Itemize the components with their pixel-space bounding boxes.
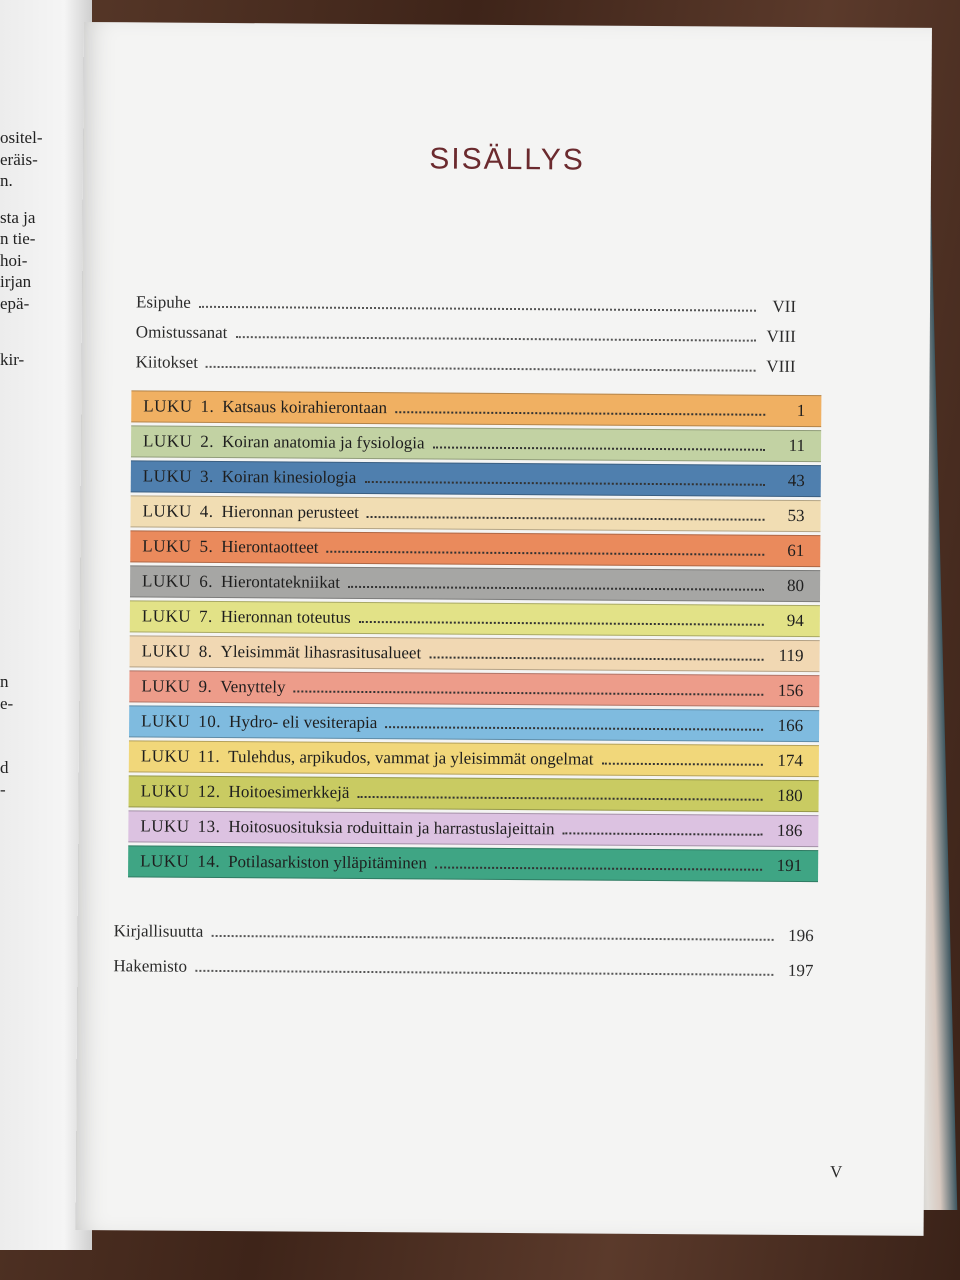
chapter-page: 156 bbox=[777, 680, 804, 701]
chapter-number: 14. bbox=[197, 851, 221, 871]
chapter-prefix: LUKU bbox=[140, 816, 190, 836]
chapter-row[interactable] bbox=[129, 705, 819, 742]
back-matter-row bbox=[113, 952, 813, 981]
chapter-title: Hydro- eli vesiterapia bbox=[229, 712, 378, 733]
dot-leader bbox=[395, 411, 765, 416]
chapter-number: 11. bbox=[198, 746, 221, 766]
entry-label: Hakemisto bbox=[113, 956, 188, 976]
chapter-page: 119 bbox=[778, 645, 804, 666]
entry-label: Esipuhe bbox=[135, 292, 191, 312]
chapter-row[interactable] bbox=[129, 775, 819, 812]
chapter-number: 5. bbox=[199, 536, 214, 556]
chapter-prefix: LUKU bbox=[142, 501, 192, 521]
chapter-title: Koiran kinesiologia bbox=[221, 466, 357, 487]
chapter-number: 13. bbox=[197, 816, 221, 836]
chapter-page: 11 bbox=[788, 435, 806, 456]
left-page-text: d bbox=[0, 758, 9, 777]
chapter-number: 9. bbox=[198, 676, 213, 696]
chapter-page: 191 bbox=[776, 855, 803, 876]
chapter-prefix: LUKU bbox=[140, 851, 190, 871]
dot-leader bbox=[563, 832, 763, 835]
back-matter-row bbox=[114, 917, 814, 946]
chapter-prefix: LUKU bbox=[143, 396, 193, 416]
chapter-row[interactable] bbox=[130, 565, 820, 602]
dot-leader bbox=[601, 763, 762, 766]
dot-leader bbox=[359, 621, 764, 626]
chapter-number: 3. bbox=[199, 466, 214, 486]
dot-leader bbox=[327, 551, 765, 556]
entry-page: VIII bbox=[766, 356, 796, 376]
toc-page bbox=[76, 22, 932, 1236]
dot-leader bbox=[367, 516, 765, 521]
chapter-row[interactable] bbox=[131, 390, 821, 427]
front-matter-row bbox=[136, 348, 796, 377]
dot-leader bbox=[435, 866, 762, 870]
chapter-number: 4. bbox=[199, 501, 214, 521]
left-page-text: e- bbox=[0, 694, 14, 713]
chapter-row[interactable] bbox=[128, 845, 818, 882]
chapter-title: Hierontaotteet bbox=[221, 536, 319, 557]
left-page-text: hoi- bbox=[0, 251, 28, 270]
chapter-list bbox=[128, 390, 821, 885]
chapter-prefix: LUKU bbox=[140, 781, 190, 801]
left-page-text: irjan bbox=[0, 272, 32, 291]
chapter-row[interactable] bbox=[130, 530, 820, 567]
chapter-page: 43 bbox=[787, 470, 805, 491]
chapter-title: Hierontatekniikat bbox=[220, 571, 341, 592]
dot-leader bbox=[206, 366, 756, 372]
entry-label: Kiitokset bbox=[135, 352, 199, 372]
chapter-prefix: LUKU bbox=[142, 536, 192, 556]
chapter-title: Hoitosuosituksia roduittain ja harrastuslajeittain bbox=[228, 817, 555, 839]
chapter-title: Tulehdus, arpikudos, vammat ja yleisimmät ongelmat bbox=[228, 747, 594, 769]
entry-label: Kirjallisuutta bbox=[113, 921, 204, 941]
chapter-row[interactable] bbox=[130, 495, 820, 532]
left-page-text: n. bbox=[0, 171, 13, 190]
left-page-text: sta ja bbox=[0, 208, 36, 227]
chapter-page: 1 bbox=[796, 400, 806, 421]
front-matter-row bbox=[136, 288, 796, 317]
left-page-text: kir- bbox=[0, 350, 25, 369]
dot-leader bbox=[211, 935, 773, 941]
chapter-prefix: LUKU bbox=[141, 606, 192, 626]
entry-page: 197 bbox=[787, 960, 814, 981]
chapter-title: Venyttely bbox=[220, 676, 286, 697]
chapter-row[interactable] bbox=[131, 425, 821, 462]
chapter-prefix: LUKU bbox=[142, 466, 193, 486]
chapter-prefix: LUKU bbox=[141, 711, 191, 731]
chapter-title: Yleisimmät lihasrasitusalueet bbox=[220, 641, 422, 663]
page-title: SISÄLLYS bbox=[429, 142, 585, 177]
dot-leader bbox=[195, 970, 773, 976]
dot-leader bbox=[385, 726, 763, 731]
dot-leader bbox=[357, 796, 762, 801]
chapter-title: Katsaus koirahierontaan bbox=[222, 396, 388, 418]
dot-leader bbox=[293, 690, 763, 695]
chapter-prefix: LUKU bbox=[141, 641, 191, 661]
chapter-number: 1. bbox=[200, 396, 215, 416]
chapter-page: 180 bbox=[777, 785, 803, 806]
chapter-number: 7. bbox=[199, 606, 213, 626]
left-page-text: n bbox=[0, 672, 9, 691]
chapter-page: 53 bbox=[787, 505, 805, 526]
chapter-page: 174 bbox=[777, 750, 803, 771]
chapter-number: 10. bbox=[198, 711, 222, 731]
dot-leader bbox=[364, 481, 764, 486]
entry-label: Omistussanat bbox=[135, 322, 228, 343]
chapter-prefix: LUKU bbox=[141, 676, 191, 696]
front-matter-row bbox=[136, 318, 796, 347]
chapter-page: 94 bbox=[786, 610, 804, 631]
dot-leader bbox=[429, 656, 763, 660]
chapter-page: 61 bbox=[787, 540, 805, 561]
dot-leader bbox=[433, 446, 766, 450]
chapter-number: 2. bbox=[200, 431, 215, 451]
chapter-row[interactable] bbox=[131, 460, 821, 497]
chapter-number: 8. bbox=[198, 641, 213, 661]
chapter-row[interactable] bbox=[130, 600, 820, 637]
entry-page: 196 bbox=[788, 925, 814, 946]
left-page-text: epä- bbox=[0, 294, 30, 313]
left-page-text: - bbox=[0, 780, 6, 799]
chapter-title: Hieronnan toteutus bbox=[220, 606, 351, 627]
left-page-text: eräis- bbox=[0, 150, 38, 169]
left-page-text: ositel- bbox=[0, 128, 43, 147]
chapter-row[interactable] bbox=[129, 670, 819, 707]
chapter-title: Koiran anatomia ja fysiologia bbox=[221, 431, 425, 453]
chapter-number: 12. bbox=[197, 781, 221, 801]
chapter-prefix: LUKU bbox=[143, 431, 193, 451]
page-number: V bbox=[829, 1162, 843, 1182]
entry-page: VII bbox=[772, 296, 797, 316]
chapter-prefix: LUKU bbox=[142, 571, 192, 591]
chapter-page: 166 bbox=[777, 715, 804, 736]
chapter-page: 80 bbox=[787, 575, 805, 596]
dot-leader bbox=[348, 586, 764, 591]
chapter-title: Potilasarkiston ylläpitäminen bbox=[228, 852, 427, 873]
chapter-prefix: LUKU bbox=[140, 746, 191, 766]
chapter-title: Hoitoesimerkkejä bbox=[228, 782, 350, 802]
chapter-number: 6. bbox=[199, 571, 214, 591]
chapter-row[interactable] bbox=[128, 810, 818, 847]
chapter-title: Hieronnan perusteet bbox=[221, 501, 359, 522]
chapter-row[interactable] bbox=[129, 740, 819, 777]
dot-leader bbox=[199, 306, 756, 312]
chapter-page: 186 bbox=[776, 820, 803, 841]
dot-leader bbox=[235, 336, 755, 342]
chapter-row[interactable] bbox=[129, 635, 819, 672]
left-page-text: n tie- bbox=[0, 229, 36, 248]
entry-page: VIII bbox=[766, 326, 796, 346]
